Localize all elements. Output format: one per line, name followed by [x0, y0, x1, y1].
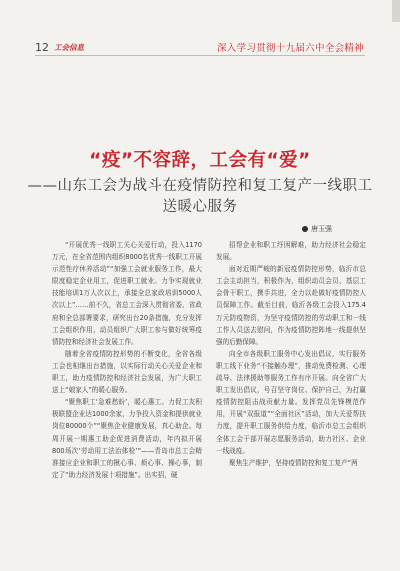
paragraph: “开展优秀一线职工关心关爱行动，投入1170万元，在全省范围内组织8000名优秀一线职工开展示范性疗休养活动”“加强工会就业服务工作，最大限度稳定企业用工，促进职工就业。力争实现就业技能培训1万人次以上，承接全总家政培训5000人次以上”……前不久，省总工会深入贯彻省委、省政府和全总部署要求，研究出台20条措施，充分发挥工会组织作用，动员组织广大职工参与做好统筹疫情防控和经济社会发展工作。 [52, 241, 202, 346]
article-title: “疫”不容辞，工会有“爱” [89, 150, 311, 171]
page-edge-tab [392, 0, 400, 22]
paragraph: 招帮企业和职工纾困解难，助力经济社会稳定发展。 [216, 241, 366, 262]
author-byline [302, 224, 332, 234]
running-header-title: 深入学习贯彻十九届六中全会精神 [216, 43, 364, 54]
paragraph: 随着全省疫情防控形势的不断变化，全省各级工会也相继出台措施，以实际行动关心关爱企业和职工，助力疫情防控和经济社会发展，为广大职工送上“娘家人”的暖心服务。 [52, 349, 202, 395]
body-column-left [52, 239, 202, 481]
body-column-right [216, 239, 366, 469]
article-subtitle [0, 176, 400, 218]
page-number: 12 [35, 41, 49, 54]
paragraph: “聚焦职工‘急难愁盼’，暖心惠工。力促工友积极联盟企业达1000余家，力争投入资金和提供就业岗位80000个”“聚焦企业健康发展，真心助企。每周开展一期惠工助企促进消费活动，年内拟开展800场次‘劳动用工法治体检’”——青岛市总工会精准接应企业和职工的揪心事、烦心事、操心事，制定了“助力经济发展十项措施”。出实招，硬 [52, 398, 202, 479]
author-name: 唐玉强 [311, 225, 332, 233]
article-subtitle-line-2: 送暖心服务 [162, 199, 238, 215]
paragraph: 面对近期严峻的新冠疫情防控形势，临沂市总工会主动担当，积极作为，组织动员会员、基层工会骨干职工，携手共进，全力以赴做好疫情防控人员保障工作。截至目前，临沂各级工会投入175.4万元防疫物资，为坚守疫情防控的劳动职工和一线工作人员送去慰问，作为疫情防控阵地一线提供坚强的后勤保障。 [216, 265, 366, 346]
paragraph: 聚焦生产维护，坚持疫情防控和复工复产“两 [229, 458, 358, 467]
magazine-brand-logo: 工会信息 [54, 43, 84, 52]
header-divider [35, 55, 365, 56]
bullet-dot-icon [302, 226, 308, 232]
article-subtitle-line-1: ——山东工会为战斗在疫情防控和复工复产一线职工 [27, 178, 373, 194]
paragraph: 向全市各级职工服务中心发出倡议，实行服务职工线下业务“不接触办理”，推动免费检测、心理疏导、法律援助等服务工作有序开展。向全省广大职工发出倡议，号召坚守岗位、保护自己，为打赢疫情防控阻击战贡献力量。发挥党员先锋模范作用，开展“双报道”“全面社区”活动，加大关爱帮扶力度，提升职工服务供给力度，临沂市总工会组织全体工会干部开展志愿服务活动，助力社区、企业一线战疫。 [216, 349, 366, 455]
